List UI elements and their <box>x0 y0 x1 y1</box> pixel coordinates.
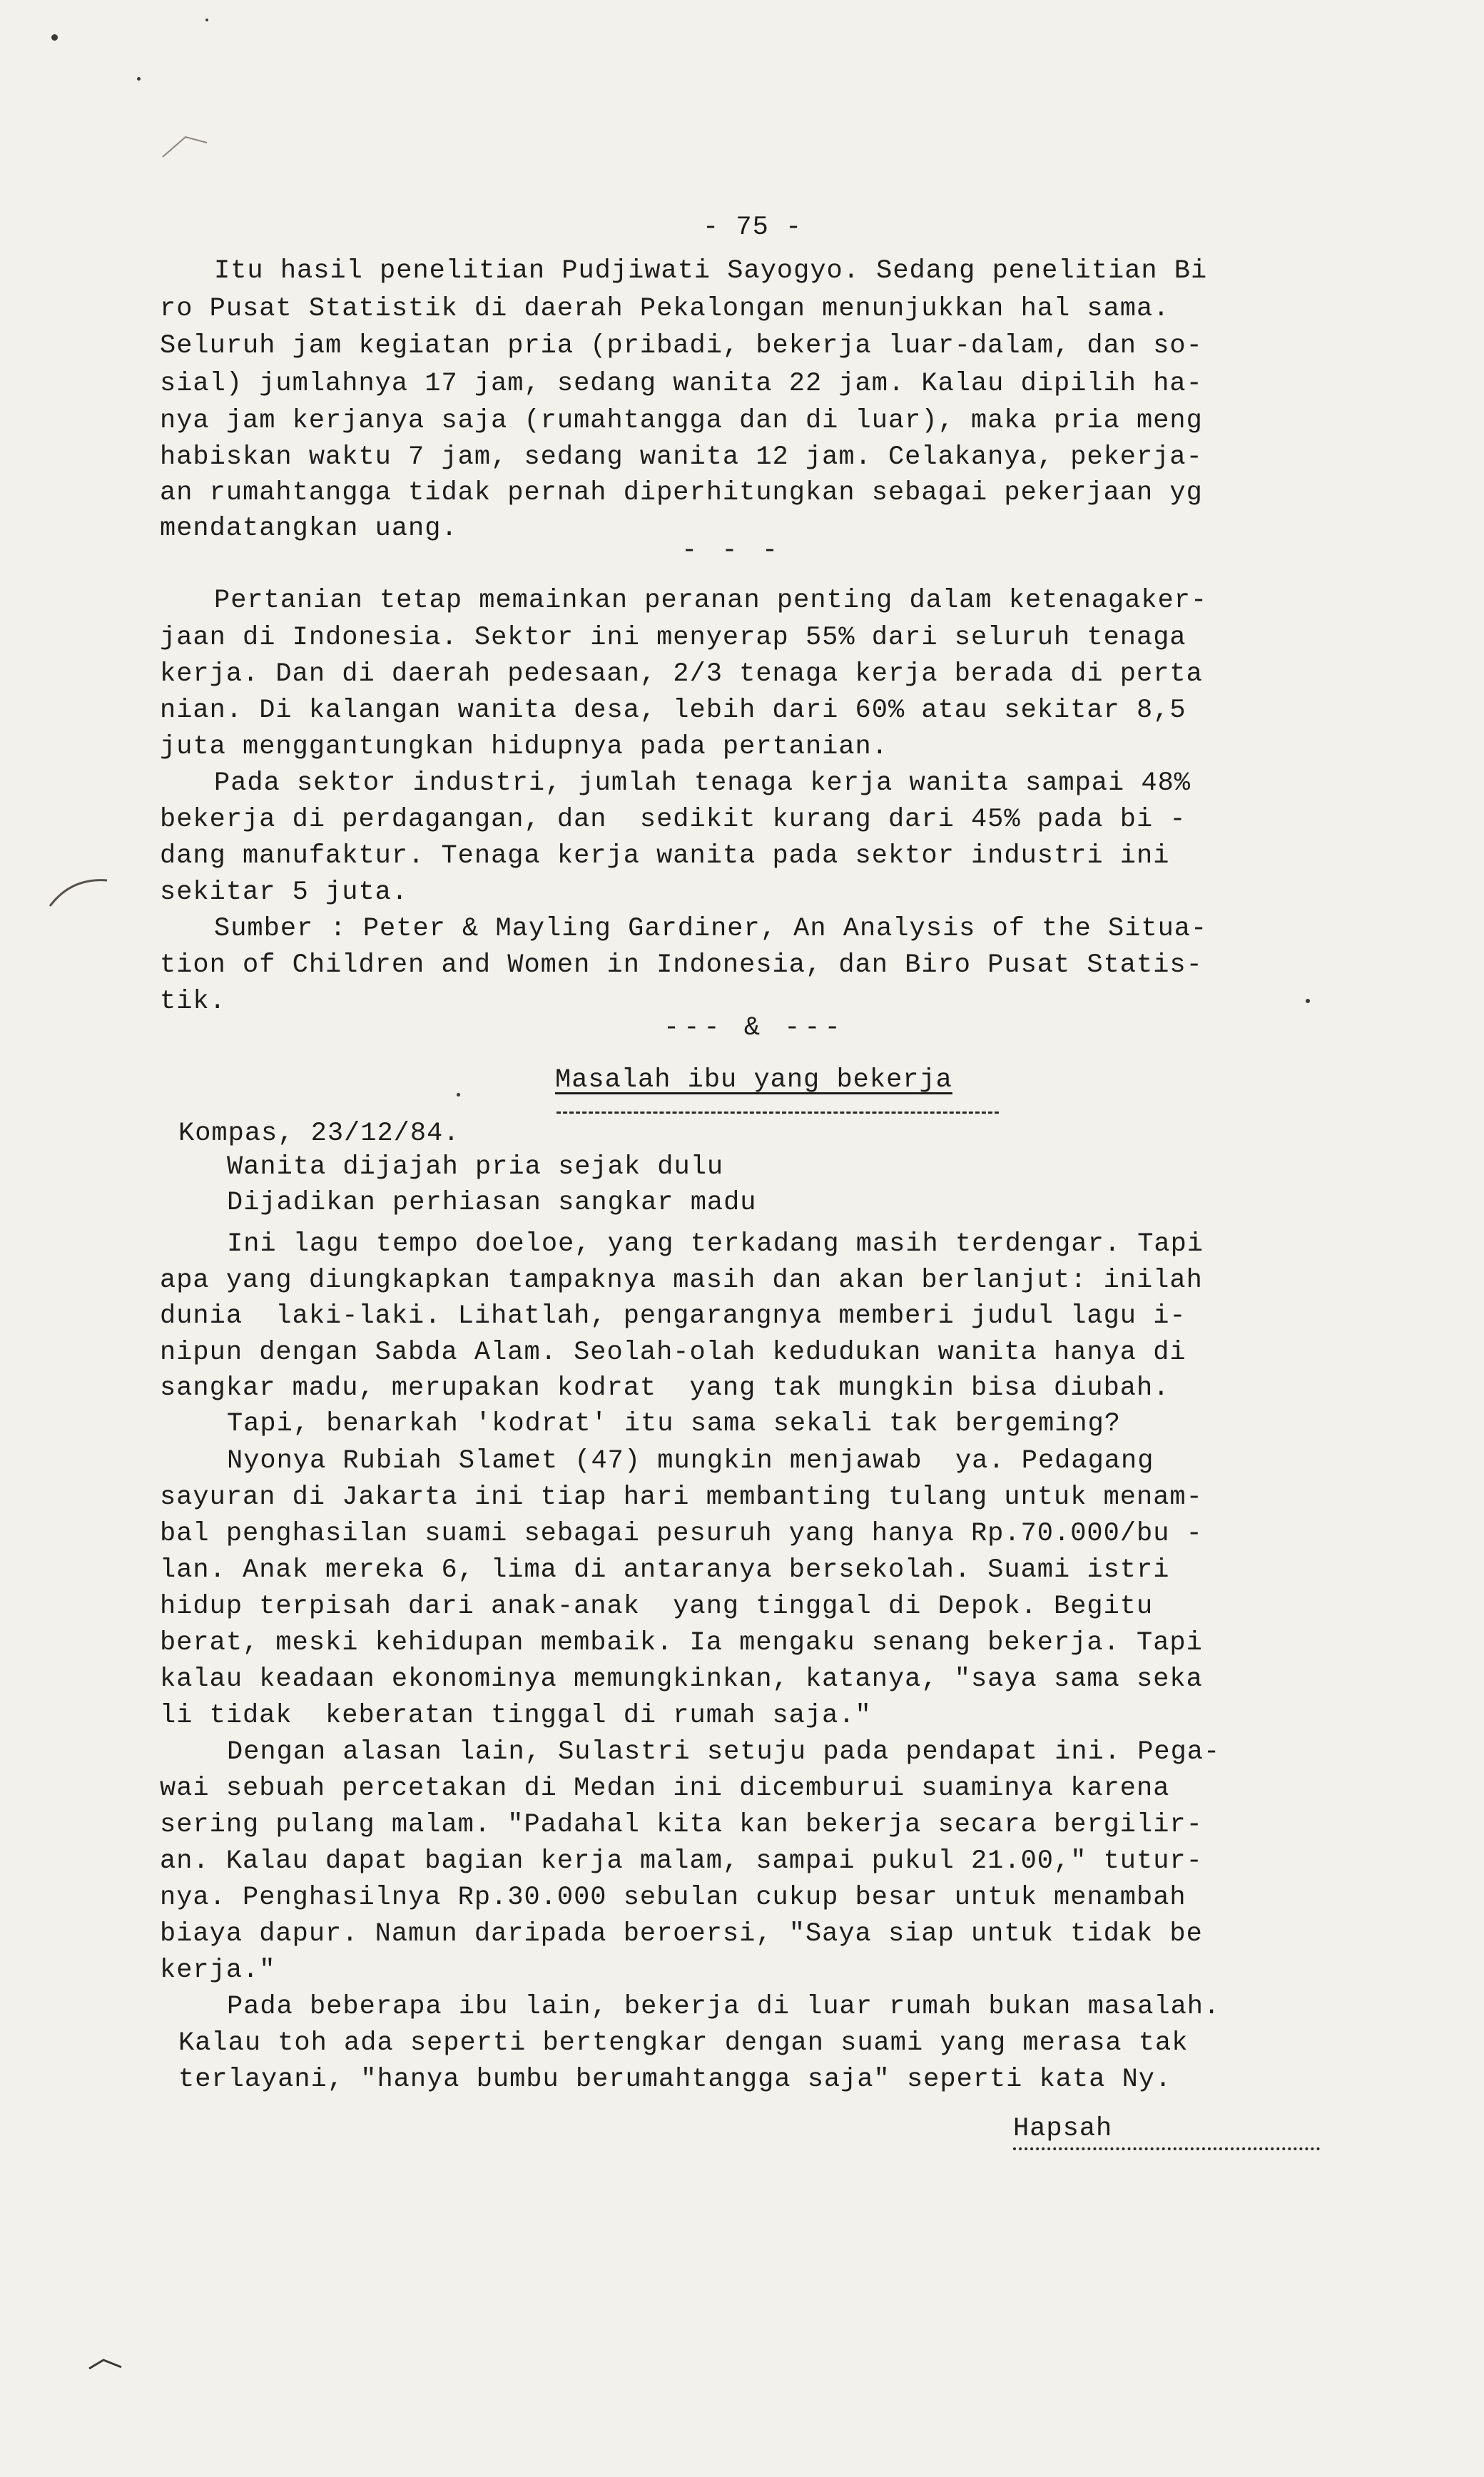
author-signature: Hapsah <box>1013 2114 1113 2144</box>
section2-line: sekitar 5 juta. <box>160 878 409 907</box>
article-body-line: kerja." <box>160 1955 276 1985</box>
section2-line: tion of Children and Women in Indonesia, dan Biro Pusat Statis- <box>160 950 1203 980</box>
section2-line: juta menggantungkan hidupnya pada pertanian. <box>160 732 888 762</box>
article-body-line: terlayani, "hanya bumbu berumahtangga saja" seperti kata Ny. <box>178 2065 1172 2095</box>
section1-line: Seluruh jam kegiatan pria (pribadi, bekerja luar-dalam, dan so- <box>160 331 1203 361</box>
article-body-line: apa yang diungkapkan tampaknya masih dan akan berlanjut: inilah <box>160 1266 1203 1296</box>
scan-speck <box>51 34 58 41</box>
title-underline <box>556 1112 999 1114</box>
verse-line: Wanita dijajah pria sejak dulu <box>227 1152 724 1182</box>
section2-line: bekerja di perdagangan, dan sedikit kurang dari 45% pada bi - <box>160 805 1186 835</box>
section2-line: kerja. Dan di daerah pedesaan, 2/3 tenaga kerja berada di perta <box>160 659 1203 689</box>
section-separator: - - - <box>681 536 783 566</box>
article-source: Kompas, 23/12/84. <box>178 1119 460 1149</box>
section2-line: Sumber : Peter & Mayling Gardiner, An Analysis of the Situa- <box>214 914 1208 944</box>
article-body-line: berat, meski kehidupan membaik. Ia mengaku senang bekerja. Tapi <box>160 1628 1203 1658</box>
section2-line: dang manufaktur. Tenaga kerja wanita pada sektor industri ini <box>160 841 1170 871</box>
scribble-mark <box>43 870 128 913</box>
article-body-line: Dengan alasan lain, Sulastri setuju pada pendapat ini. Pega- <box>227 1737 1221 1767</box>
article-body-line: li tidak keberatan tinggal di rumah saja." <box>160 1701 872 1731</box>
article-body-line: bal penghasilan suami sebagai pesuruh yang hanya Rp.70.000/bu - <box>160 1519 1203 1549</box>
article-body-line: sangkar madu, merupakan kodrat yang tak mungkin bisa diubah. <box>160 1373 1170 1403</box>
section1-line: mendatangkan uang. <box>160 514 458 544</box>
section1-line: habiskan waktu 7 jam, sedang wanita 12 jam. Celakanya, pekerja- <box>160 442 1203 472</box>
scan-speck <box>1306 999 1310 1003</box>
signature-dots <box>1013 2147 1320 2150</box>
section-separator: --- & --- <box>664 1013 845 1043</box>
article-body-line: hidup terpisah dari anak-anak yang tinggal di Depok. Begitu <box>160 1592 1154 1622</box>
article-body-line: lan. Anak mereka 6, lima di antaranya bersekolah. Suami istri <box>160 1555 1170 1585</box>
section1-line: an rumahtangga tidak pernah diperhitungkan sebagai pekerjaan yg <box>160 478 1203 508</box>
section1-line: nya jam kerjanya saja (rumahtangga dan di luar), maka pria meng <box>160 406 1203 436</box>
article-title: Masalah ibu yang bekerja <box>555 1065 952 1095</box>
section2-line: Pertanian tetap memainkan peranan penting dalam ketenagaker- <box>214 586 1208 616</box>
article-body-line: nipun dengan Sabda Alam. Seolah-olah kedudukan wanita hanya di <box>160 1338 1186 1368</box>
section1-line: ro Pusat Statistik di daerah Pekalongan menunjukkan hal sama. <box>160 294 1170 324</box>
page-number: - 75 - <box>703 213 803 243</box>
article-body-line: sering pulang malam. "Padahal kita kan bekerja secara bergilir- <box>160 1810 1203 1840</box>
article-body-line: nya. Penghasilnya Rp.30.000 sebulan cukup besar untuk menambah <box>160 1883 1186 1913</box>
article-body-line: an. Kalau dapat bagian kerja malam, sampai pukul 21.00," tutur- <box>160 1846 1203 1876</box>
scan-speck <box>137 77 141 81</box>
article-body-line: Tapi, benarkah 'kodrat' itu sama sekali tak bergeming? <box>227 1409 1121 1439</box>
article-body-line: Pada beberapa ibu lain, bekerja di luar rumah bukan masalah. <box>227 1992 1221 2022</box>
section2-line: Pada sektor industri, jumlah tenaga kerja wanita sampai 48% <box>214 768 1191 798</box>
section2-line: tik. <box>160 987 226 1017</box>
article-body-line: wai sebuah percetakan di Medan ini dicemburui suaminya karena <box>160 1774 1170 1804</box>
corner-mark <box>86 2354 128 2376</box>
scribble-mark <box>157 128 214 164</box>
article-body-line: Kalau toh ada seperti bertengkar dengan suami yang merasa tak <box>178 2028 1189 2058</box>
scan-speck <box>457 1093 460 1097</box>
article-body-line: dunia laki-laki. Lihatlah, pengarangnya memberi judul lagu i- <box>160 1301 1186 1331</box>
article-body-line: kalau keadaan ekonominya memungkinkan, katanya, "saya sama seka <box>160 1664 1203 1694</box>
section1-line: Itu hasil penelitian Pudjiwati Sayogyo. Sedang penelitian Bi <box>214 256 1208 286</box>
section2-line: nian. Di kalangan wanita desa, lebih dari 60% atau sekitar 8,5 <box>160 696 1186 726</box>
scan-speck <box>205 19 208 21</box>
section2-line: jaan di Indonesia. Sektor ini menyerap 55% dari seluruh tenaga <box>160 623 1186 653</box>
article-body-line: Ini lagu tempo doeloe, yang terkadang masih terdengar. Tapi <box>227 1229 1204 1259</box>
article-body-line: biaya dapur. Namun daripada beroersi, "Saya siap untuk tidak be <box>160 1919 1203 1949</box>
article-body-line: sayuran di Jakarta ini tiap hari membanting tulang untuk menam- <box>160 1482 1203 1512</box>
verse-line: Dijadikan perhiasan sangkar madu <box>227 1188 757 1218</box>
article-body-line: Nyonya Rubiah Slamet (47) mungkin menjawab ya. Pedagang <box>227 1446 1154 1476</box>
section1-line: sial) jumlahnya 17 jam, sedang wanita 22 jam. Kalau dipilih ha- <box>160 369 1203 399</box>
